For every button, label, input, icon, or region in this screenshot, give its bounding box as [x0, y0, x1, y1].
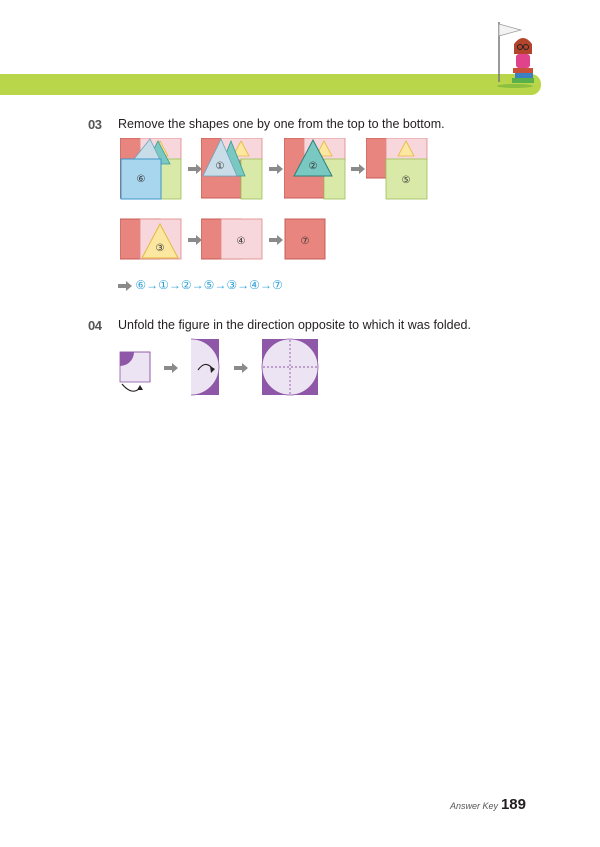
label-five: ⑤: [401, 175, 411, 186]
label-one: ①: [215, 161, 225, 172]
arrow-right-icon: [269, 164, 283, 174]
question-text: Unfold the figure in the direction opposite to which it was folded.: [118, 318, 471, 332]
label-three: ③: [155, 243, 165, 254]
header-band: [0, 74, 541, 95]
arrow-right-icon: [118, 281, 132, 291]
shape-stack-step-2: [284, 138, 346, 200]
arrow-right-icon: [188, 164, 202, 174]
answer-sequence: [118, 278, 283, 292]
folded-half-figure: [190, 338, 222, 396]
page-footer: [450, 796, 526, 814]
arrow-right-icon: [234, 363, 248, 373]
sequence-arrow: →: [237, 278, 250, 292]
shape-stack-step-3: [366, 138, 428, 200]
sequence-item: ⑥: [135, 278, 147, 292]
arrow-right-icon: [188, 235, 202, 245]
sequence-arrow: →: [191, 278, 204, 292]
sequence-item: ③: [226, 278, 238, 292]
arrow-right-icon: [351, 164, 365, 174]
sequence-arrow: →: [259, 278, 272, 292]
label-six: ⑥: [136, 174, 146, 185]
question-number: 03: [88, 117, 102, 132]
label-four: ④: [236, 236, 246, 247]
sequence-arrow: →: [168, 278, 181, 292]
shape-stack-step-4: [120, 218, 182, 260]
footer-label: Answer Key: [449, 801, 498, 811]
sequence-item: ⑤: [203, 278, 215, 292]
label-seven: ⑦: [300, 236, 310, 247]
sequence-item: ②: [180, 278, 192, 292]
unfolded-square-figure: [261, 338, 319, 396]
sequence-item: ⑦: [271, 278, 283, 292]
folded-quarter-figure: [118, 350, 152, 396]
question-number: 04: [88, 318, 102, 333]
shape-stack-full: [120, 138, 182, 200]
sequence-item: ④: [249, 278, 260, 292]
arrow-right-icon: [269, 235, 283, 245]
sequence-arrow: →: [214, 278, 227, 292]
arrow-right-icon: [164, 363, 178, 373]
shape-stack-step-1: [201, 138, 263, 200]
mascot-illustration: [491, 20, 541, 90]
shape-stack-step-6: [284, 218, 326, 260]
label-two: ②: [308, 161, 318, 172]
question-text: Remove the shapes one by one from the top to the bottom.: [118, 117, 445, 131]
page-number: 189: [500, 796, 526, 813]
sequence-arrow: →: [146, 278, 159, 292]
shape-stack-step-5: [201, 218, 263, 260]
sequence-item: ①: [158, 278, 169, 292]
